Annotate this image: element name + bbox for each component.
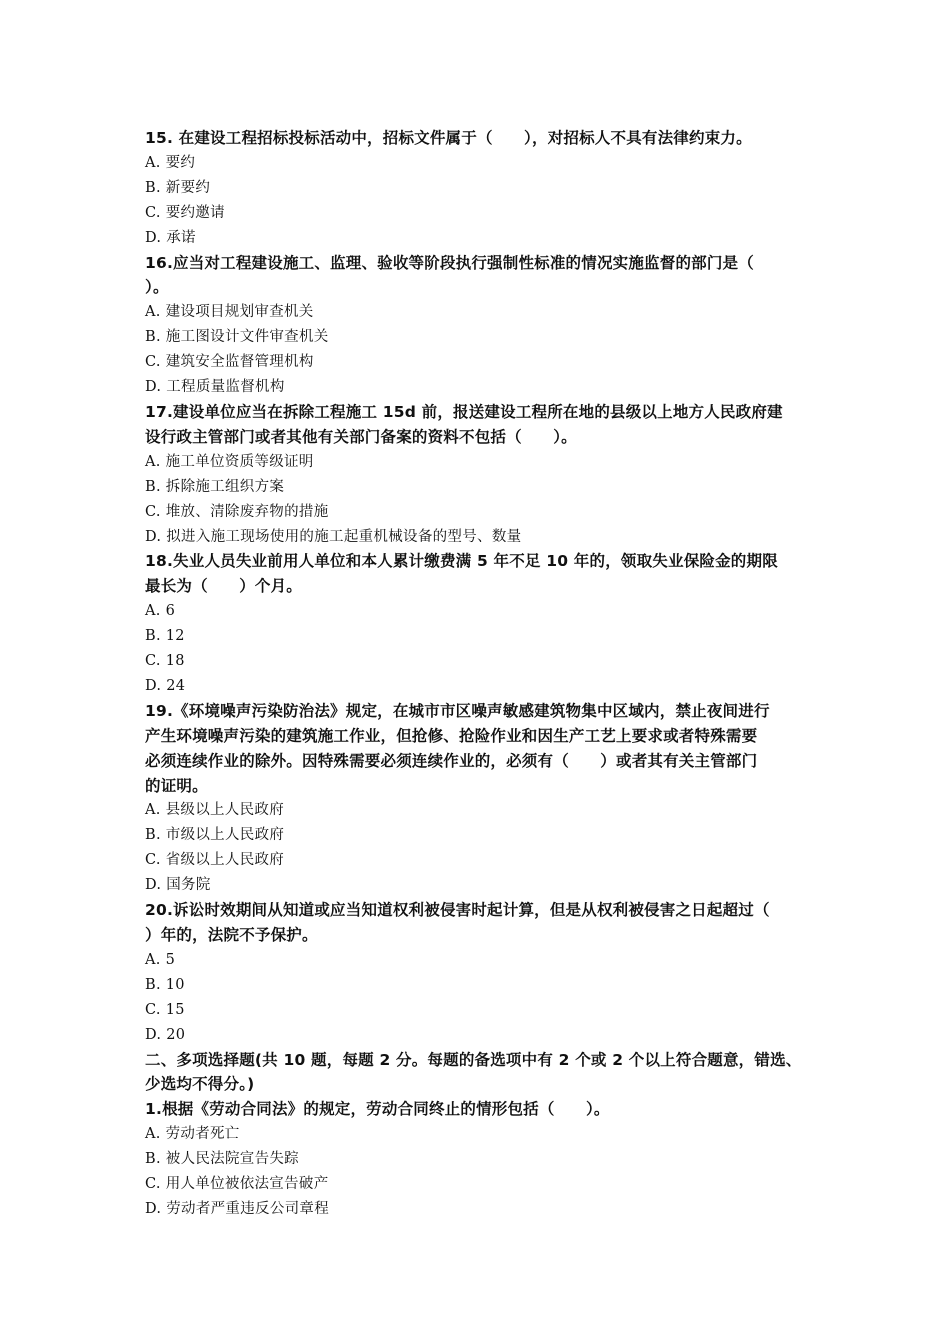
- option-c: C. 堆放、清除废弃物的措施: [145, 503, 329, 520]
- question-text: 20.诉讼时效期间从知道或应当知道权利被侵害时起计算，但是从权利被侵害之日起超过（ ）年的，法院不予保护。: [145, 901, 770, 944]
- option-c: C. 省级以上人民政府: [145, 852, 285, 869]
- option-a: A. 建设项目规划审查机关: [145, 304, 314, 321]
- question-20: [145, 898, 825, 1047]
- multi-question-1: [145, 1097, 825, 1222]
- question-text: 19.《环境噪声污染防治法》规定，在城市市区噪声敏感建筑物集中区域内，禁止夜间进行 产生环境噪声污染的建筑施工作业，但抢修、抢险作业和因生产工艺上要求或者特殊需要 必须连续作业的除外。因特殊需要必须连续作业的，必须有（ ）或者其有关主管部门 的证明。: [145, 701, 770, 795]
- question-text: 17.建设单位应当在拆除工程施工 15d 前，报送建设工程所在地的县级以上地方人民政府建 设行政主管部门或者其他有关部门备案的资料不包括（ ）。: [145, 402, 783, 446]
- question-text: 15. 在建设工程招标投标活动中，招标文件属于（ ），对招标人不具有法律约束力。: [145, 129, 752, 147]
- option-a: A. 县级以上人民政府: [145, 802, 284, 819]
- option-c: C. 15: [145, 1001, 185, 1018]
- option-d: D. 20: [145, 1026, 186, 1043]
- question-16: [145, 251, 825, 400]
- option-d: D. 劳动者严重违反公司章程: [145, 1200, 330, 1217]
- option-a: A. 施工单位资质等级证明: [145, 453, 314, 470]
- option-b: B. 施工图设计文件审查机关: [145, 329, 329, 346]
- option-d: D. 工程质量监督机构: [145, 379, 285, 396]
- question-text: 18.失业人员失业前用人单位和本人累计缴费满 5 年不足 10 年的，领取失业保险金的期限 最长为（ ）个月。: [145, 552, 778, 596]
- option-c: C. 用人单位被依法宣告破产: [145, 1176, 329, 1193]
- option-d: D. 拟进入施工现场使用的施工起重机械设备的型号、数量: [145, 528, 522, 545]
- option-d: D. 承诺: [145, 229, 196, 246]
- option-b: B. 新要约: [145, 179, 211, 196]
- option-a: A. 5: [145, 951, 176, 968]
- option-b: B. 市级以上人民政府: [145, 827, 285, 844]
- option-a: A. 要约: [145, 154, 196, 171]
- option-d: D. 24: [145, 677, 186, 694]
- option-b: B. 12: [145, 628, 185, 645]
- option-a: A. 6: [145, 603, 176, 620]
- option-c: C. 建筑安全监督管理机构: [145, 354, 314, 371]
- question-text: 1.根据《劳动合同法》的规定，劳动合同终止的情形包括（ ）。: [145, 1100, 610, 1119]
- section-heading: 二、多项选择题(共 10 题，每题 2 分。每题的备选项中有 2 个或 2 个以上符合题意，错选、 少选均不得分。): [145, 1050, 802, 1094]
- question-18: [145, 549, 825, 698]
- section-heading-multiple-choice: [145, 1048, 825, 1098]
- question-19: [145, 699, 825, 898]
- option-c: C. 要约邀请: [145, 204, 225, 221]
- option-b: B. 被人民法院宣告失踪: [145, 1151, 299, 1168]
- option-a: A. 劳动者死亡: [145, 1126, 240, 1143]
- question-17: [145, 400, 825, 549]
- option-d: D. 国务院: [145, 877, 211, 894]
- option-b: B. 拆除施工组织方案: [145, 478, 285, 495]
- question-text: 16.应当对工程建设施工、监理、验收等阶段执行强制性标准的情况实施监督的部门是（ ）。: [145, 253, 754, 297]
- document-page: [145, 126, 825, 1222]
- option-b: B. 10: [145, 976, 185, 993]
- option-c: C. 18: [145, 653, 185, 670]
- question-15: [145, 126, 825, 251]
